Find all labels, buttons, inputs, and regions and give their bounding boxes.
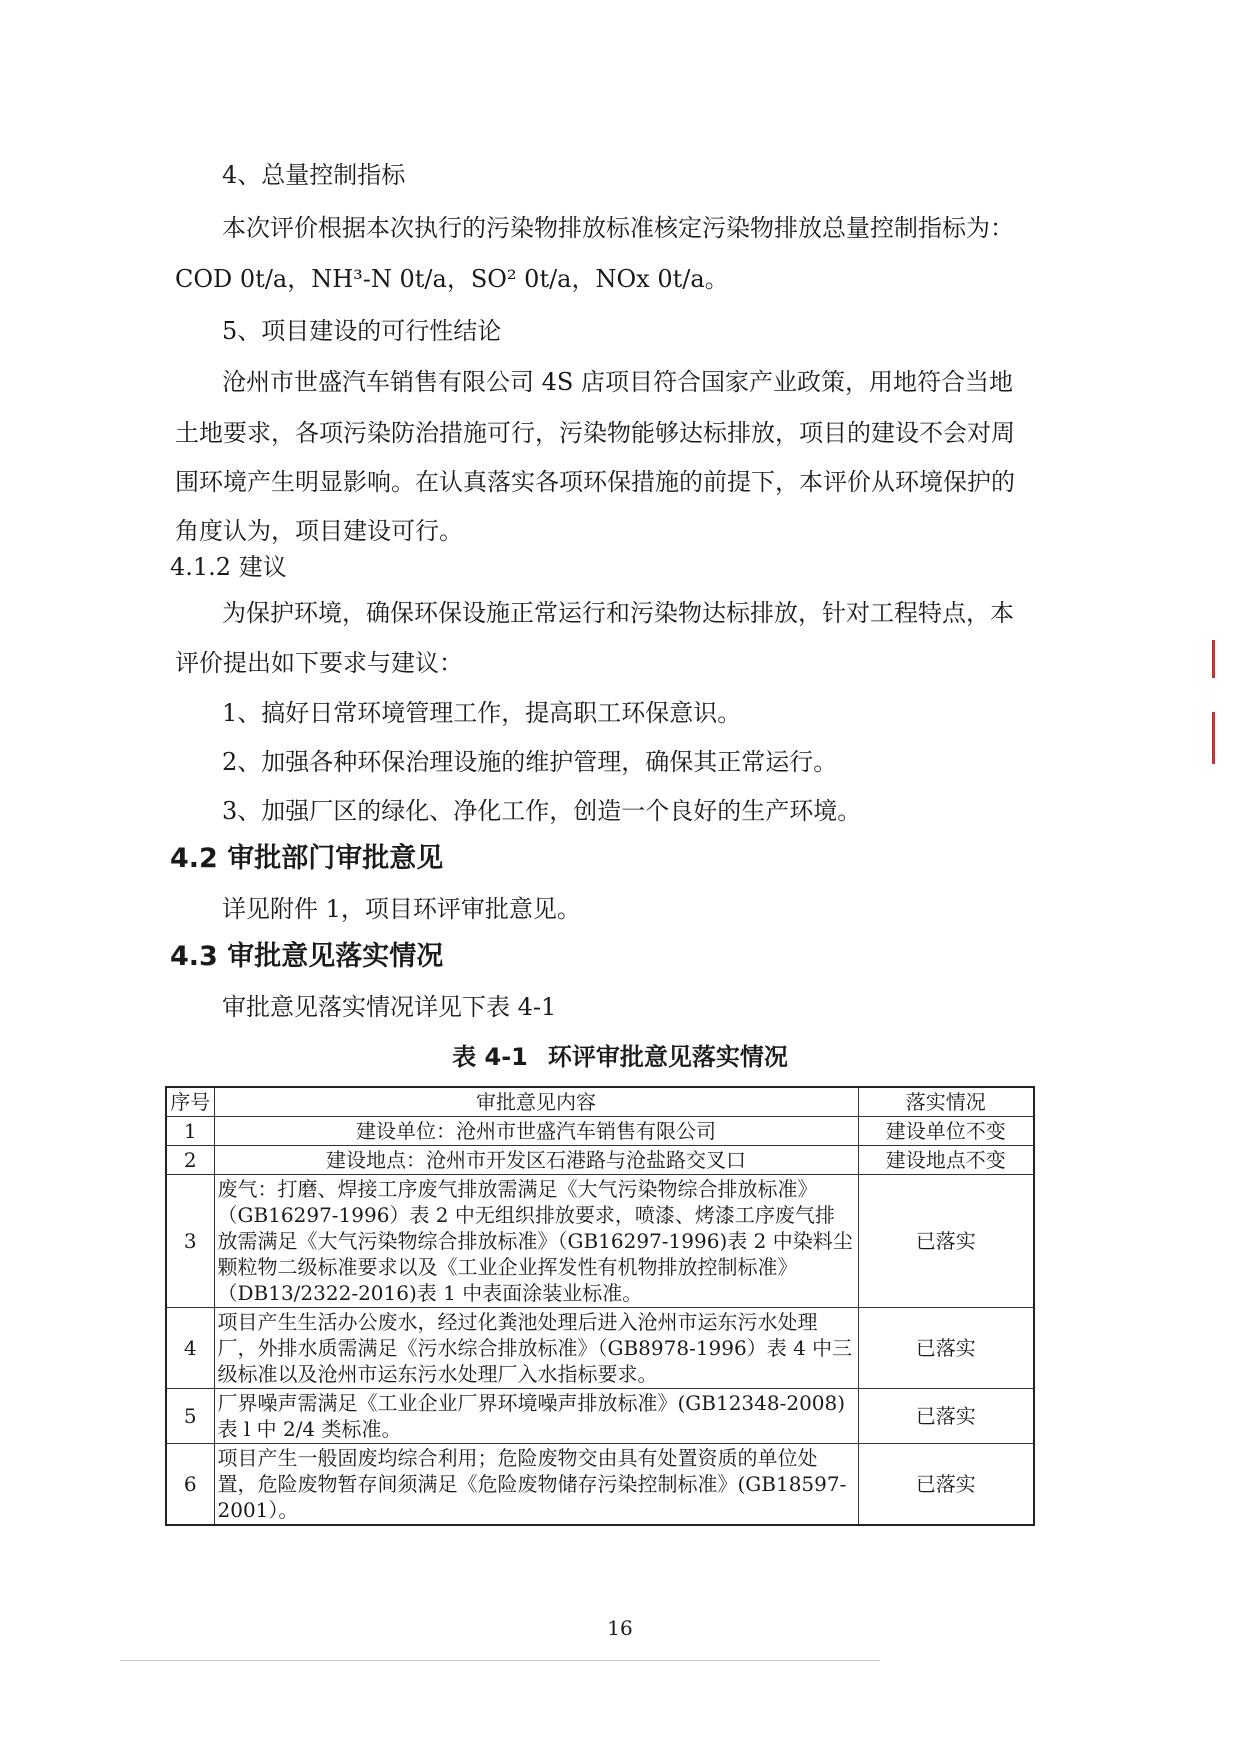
table-row bbox=[166, 1389, 1034, 1444]
approval-table bbox=[165, 1086, 1035, 1526]
header-result: 落实情况 bbox=[858, 1087, 1034, 1117]
row-number: 5 bbox=[166, 1389, 214, 1444]
table-header-row bbox=[166, 1087, 1034, 1117]
row-content: 项目产生生活办公废水，经过化粪池处理后进入沧州市运东污水处理厂，外排水质需满足《污水综合排放标准》（GB8978-1996）表 4 中三级标准以及沧州市运东污水处理厂入水指标要求。 bbox=[214, 1308, 858, 1389]
suggestion-item-1: 1、搞好日常环境管理工作，提高职工环保意识。 bbox=[222, 699, 742, 727]
table-row bbox=[166, 1146, 1034, 1175]
row-number: 6 bbox=[166, 1444, 214, 1526]
table-caption-title: 环评审批意见落实情况 bbox=[547, 1043, 788, 1071]
margin-seal-mark bbox=[1212, 640, 1215, 678]
section-4-1-2-title: 4.1.2 建议 bbox=[170, 553, 287, 581]
row-result: 已落实 bbox=[858, 1308, 1034, 1389]
section-4-3-heading: 4.3 审批意见落实情况 bbox=[170, 941, 444, 972]
header-content: 审批意见内容 bbox=[214, 1087, 858, 1117]
suggestion-intro-2: 评价提出如下要求与建议： bbox=[175, 649, 463, 677]
total-control-text-2: COD 0t/a，NH³-N 0t/a，SO² 0t/a，NOx 0t/a。 bbox=[175, 265, 729, 293]
row-result: 已落实 bbox=[858, 1175, 1034, 1308]
suggestion-item-2: 2、加强各种环保治理设施的维护管理，确保其正常运行。 bbox=[222, 748, 838, 776]
feasibility-text-2: 土地要求，各项污染防治措施可行，污染物能够达标排放，项目的建设不会对周 bbox=[175, 419, 1015, 447]
table-row bbox=[166, 1175, 1034, 1308]
table-caption-number: 表 4-1 bbox=[452, 1043, 528, 1071]
scan-artifact-line bbox=[120, 1660, 880, 1661]
suggestion-item-3: 3、加强厂区的绿化、净化工作，创造一个良好的生产环境。 bbox=[222, 797, 862, 825]
row-number: 2 bbox=[166, 1146, 214, 1175]
row-number: 1 bbox=[166, 1117, 214, 1146]
row-content: 建设地点：沧州市开发区石港路与沧盐路交叉口 bbox=[214, 1146, 858, 1175]
row-number: 3 bbox=[166, 1175, 214, 1308]
section-4-2-heading: 4.2 审批部门审批意见 bbox=[170, 843, 444, 874]
row-content: 项目产生一般固废均综合利用；危险废物交由具有处置资质的单位处置，危险废物暂存间须满足《危险废物储存污染控制标准》(GB18597-2001）。 bbox=[214, 1444, 858, 1526]
feasibility-text-4: 角度认为，项目建设可行。 bbox=[175, 517, 463, 545]
margin-seal-mark bbox=[1212, 712, 1215, 764]
table-caption bbox=[0, 1042, 1240, 1072]
row-result: 建设单位不变 bbox=[858, 1117, 1034, 1146]
row-content: 厂界噪声需满足《工业企业厂界环境噪声排放标准》(GB12348-2008)表 l 中 2/4 类标准。 bbox=[214, 1389, 858, 1444]
feasibility-text-3: 围环境产生明显影响。在认真落实各项环保措施的前提下，本评价从环境保护的 bbox=[175, 468, 1015, 496]
table-row bbox=[166, 1444, 1034, 1526]
table-row bbox=[166, 1308, 1034, 1389]
header-number: 序号 bbox=[166, 1087, 214, 1117]
row-result: 已落实 bbox=[858, 1444, 1034, 1526]
page-number: 16 bbox=[607, 1616, 633, 1640]
feasibility-title: 5、项目建设的可行性结论 bbox=[222, 317, 502, 345]
section-4-2-text: 详见附件 1，项目环评审批意见。 bbox=[222, 895, 581, 923]
row-result: 建设地点不变 bbox=[858, 1146, 1034, 1175]
row-number: 4 bbox=[166, 1308, 214, 1389]
total-control-text-1: 本次评价根据本次执行的污染物排放标准核定污染物排放总量控制指标为： bbox=[222, 214, 1014, 242]
total-control-title: 4、总量控制指标 bbox=[222, 161, 406, 189]
suggestion-intro-1: 为保护环境，确保环保设施正常运行和污染物达标排放，针对工程特点，本 bbox=[222, 599, 1014, 627]
row-content: 建设单位：沧州市世盛汽车销售有限公司 bbox=[214, 1117, 858, 1146]
table-row bbox=[166, 1117, 1034, 1146]
section-4-3-text: 审批意见落实情况详见下表 4-1 bbox=[222, 993, 557, 1021]
feasibility-text-1: 沧州市世盛汽车销售有限公司 4S 店项目符合国家产业政策，用地符合当地 bbox=[222, 368, 1013, 396]
row-result: 已落实 bbox=[858, 1389, 1034, 1444]
row-content: 废气：打磨、焊接工序废气排放需满足《大气污染物综合排放标准》（GB16297-1996）表 2 中无组织排放要求，喷漆、烤漆工序废气排放需满足《大气污染物综合排放标准》（GB16297-1996)表 2 中染料尘颗粒物二级标准要求以及《工业企业挥发性有机物排放控制标准》（DB13/2322-2016)表 1 中表面涂装业标准。 bbox=[214, 1175, 858, 1308]
